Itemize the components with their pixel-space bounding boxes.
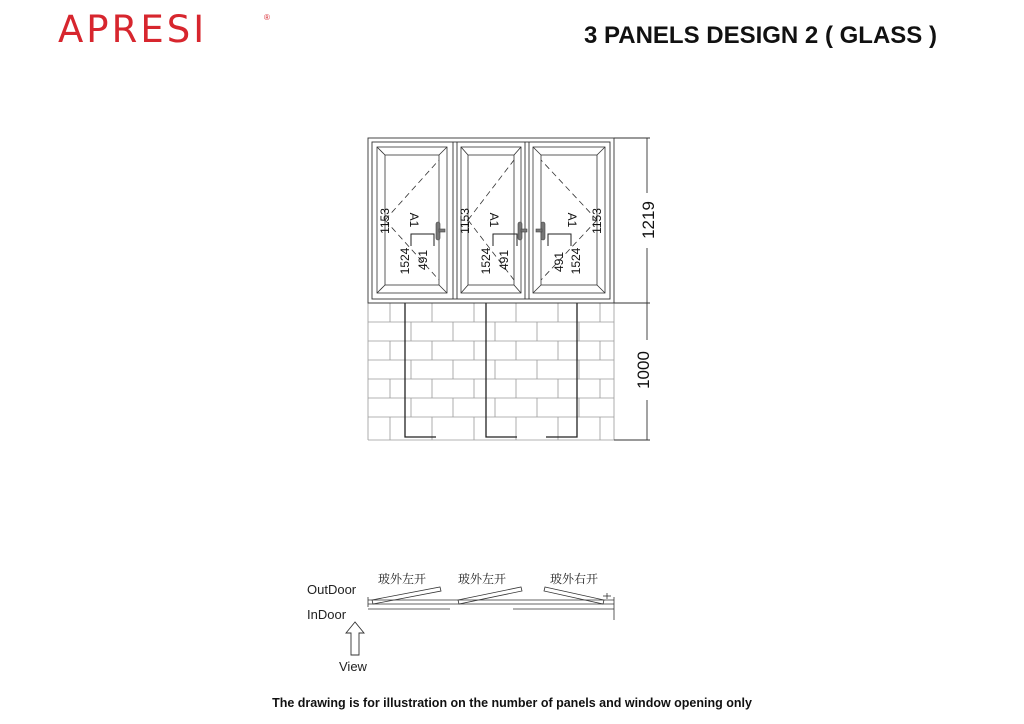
brand-logo: APRESI — [58, 8, 208, 51]
wall-height-label: 1000 — [634, 351, 653, 389]
plan-view — [368, 587, 614, 620]
panel-width-label: 1524 — [398, 247, 412, 275]
handle-icon — [436, 222, 445, 240]
inner-dimension-lines — [411, 234, 571, 246]
plan-panel-label: 玻外左开 — [378, 572, 427, 586]
view-label: View — [339, 659, 367, 674]
view-arrow-icon — [346, 622, 364, 655]
panel-handle-label: 491 — [552, 251, 566, 273]
panel-width-label: 1524 — [569, 247, 583, 275]
panel-handle-label: 491 — [497, 249, 511, 271]
footnote: The drawing is for illustration on the number of panels and window opening only — [272, 696, 752, 710]
registered-mark: ® — [264, 13, 270, 22]
plan-panel-label: 玻外右开 — [550, 572, 599, 586]
outdoor-label: OutDoor — [307, 582, 357, 597]
panel-height-label: 1153 — [378, 208, 392, 234]
plan-panel-label: 玻外左开 — [458, 572, 507, 586]
panel-width-label: 1524 — [479, 247, 493, 275]
panel-height-label: 1153 — [458, 208, 472, 234]
page-title: 3 PANELS DESIGN 2 ( GLASS ) — [584, 22, 937, 49]
handle-icon — [518, 222, 527, 240]
panel-type-label: A1 — [407, 212, 421, 228]
indoor-label: InDoor — [307, 607, 347, 622]
panel-height-label: 1153 — [590, 208, 604, 234]
panel-type-label: A1 — [565, 212, 579, 228]
panel-handle-label: 491 — [416, 249, 430, 271]
panel-type-label: A1 — [487, 212, 501, 228]
overall-dimension-lines — [614, 138, 650, 440]
handle-icon — [536, 222, 545, 240]
overall-height-label: 1219 — [639, 201, 658, 239]
